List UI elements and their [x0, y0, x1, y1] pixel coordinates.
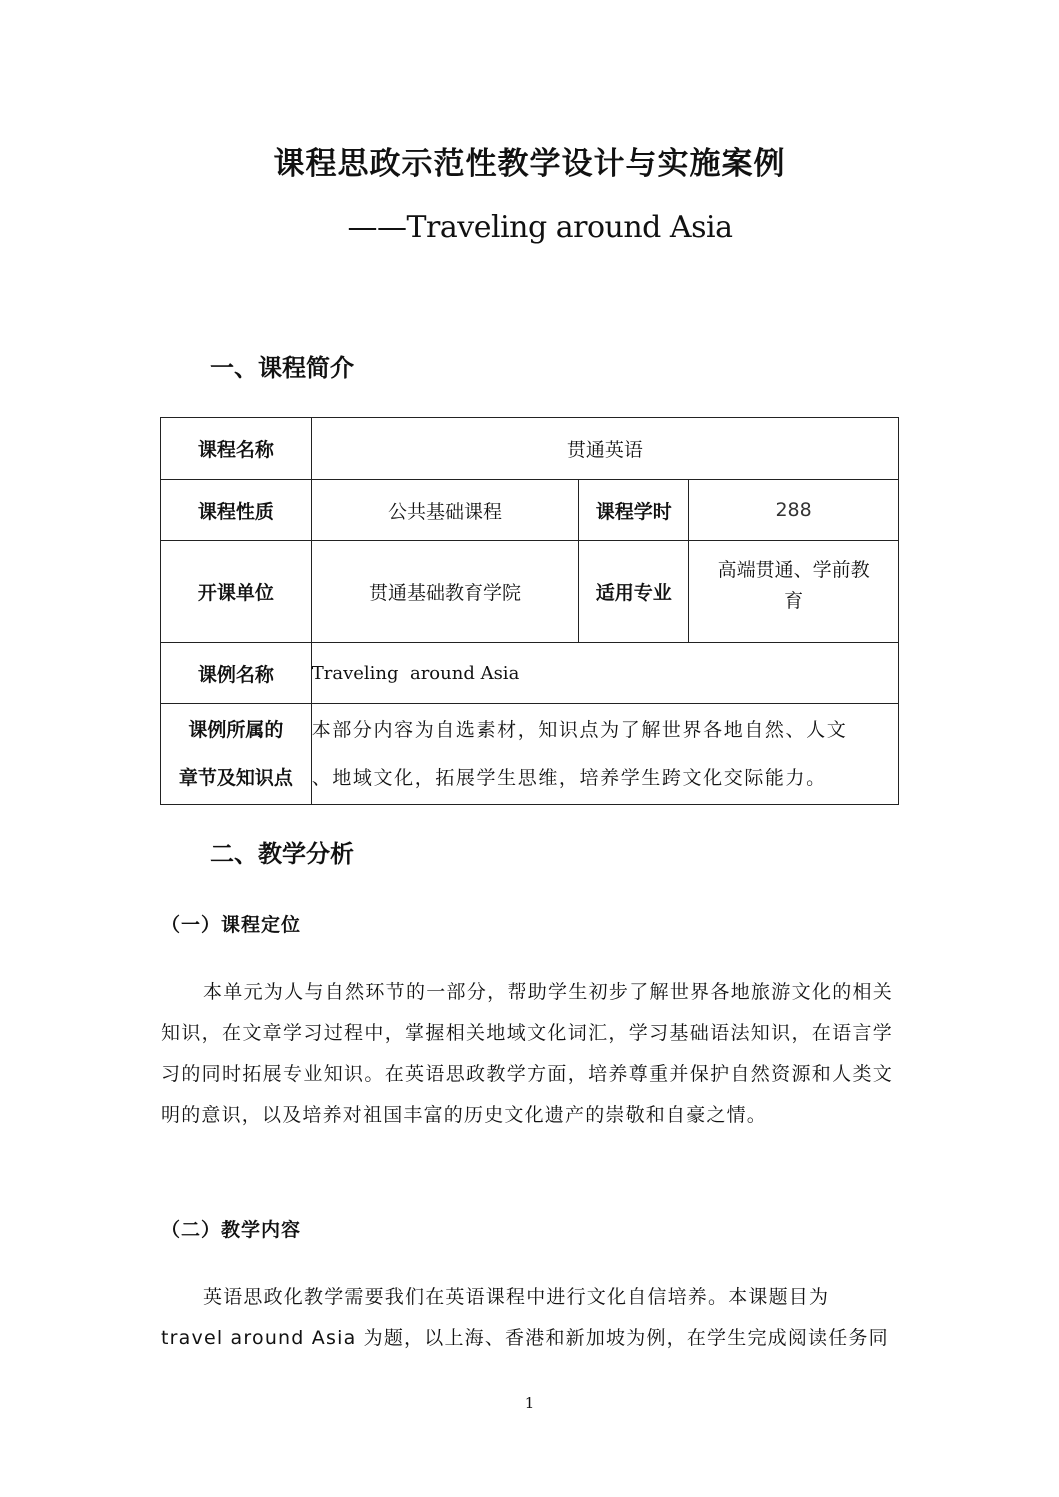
applicable-major-line2: 育 — [784, 590, 804, 612]
course-nature-label: 课程性质 — [161, 480, 312, 541]
content-paragraph-line2: travel around Asia 为题，以上海、香港和新加坡为例，在学生完成阅读任务同 — [161, 1327, 889, 1349]
subsection-positioning-heading: （一）课程定位 — [161, 914, 302, 936]
case-name-value: Traveling around Asia — [311, 643, 898, 704]
content-paragraph-line1: 英语思政化教学需要我们在英语课程中进行文化自信培养。本课题目为 — [203, 1286, 830, 1308]
table-row — [161, 704, 899, 805]
applicable-major-value — [689, 541, 899, 643]
chapter-value-line1: 本部分内容为自选素材，知识点为了解世界各地自然、人文 — [311, 719, 848, 741]
chapter-knowledge-value — [311, 704, 898, 805]
course-nature-value: 公共基础课程 — [311, 480, 579, 541]
section1-heading: 一、课程简介 — [210, 354, 354, 382]
content-paragraph — [161, 1277, 893, 1359]
section2-heading: 二、教学分析 — [210, 840, 354, 868]
teaching-unit-value: 贯通基础教育学院 — [311, 541, 579, 643]
table-row — [161, 418, 899, 480]
case-name-label: 课例名称 — [161, 643, 312, 704]
applicable-major-line1: 高端贯通、学前教 — [717, 559, 870, 581]
subsection-content-heading: （二）教学内容 — [161, 1219, 302, 1241]
positioning-paragraph: 本单元为人与自然环节的一部分，帮助学生初步了解世界各地旅游文化的相关知识，在文章学习过程中，掌握相关地域文化词汇，学习基础语法知识，在语言学习的同时拓展专业知识。在英语思政教学方面，培养尊重并保护自然资源和人类文明的意识，以及培养对祖国丰富的历史文化遗产的崇敬和自豪之情。 — [161, 981, 893, 1126]
teaching-unit-label: 开课单位 — [161, 541, 312, 643]
course-name-value: 贯通英语 — [311, 418, 898, 480]
table-row — [161, 480, 899, 541]
course-name-label: 课程名称 — [161, 418, 312, 480]
page-number: 1 — [524, 1394, 535, 1412]
document-subtitle: ——Traveling around Asia — [347, 210, 733, 245]
table-row — [161, 541, 899, 643]
applicable-major-label: 适用专业 — [579, 541, 689, 643]
chapter-value-line2: 、地域文化，拓展学生思维，培养学生跨文化交际能力。 — [311, 767, 827, 789]
course-hours-value: 288 — [689, 480, 899, 541]
document-title: 课程思政示范性教学设计与实施案例 — [273, 146, 786, 182]
course-info-table — [160, 417, 899, 805]
chapter-label-line2: 章节及知识点 — [178, 767, 293, 789]
course-hours-label: 课程学时 — [579, 480, 689, 541]
table-row — [161, 643, 899, 704]
chapter-knowledge-label — [161, 704, 312, 805]
chapter-label-line1: 课例所属的 — [188, 719, 284, 741]
